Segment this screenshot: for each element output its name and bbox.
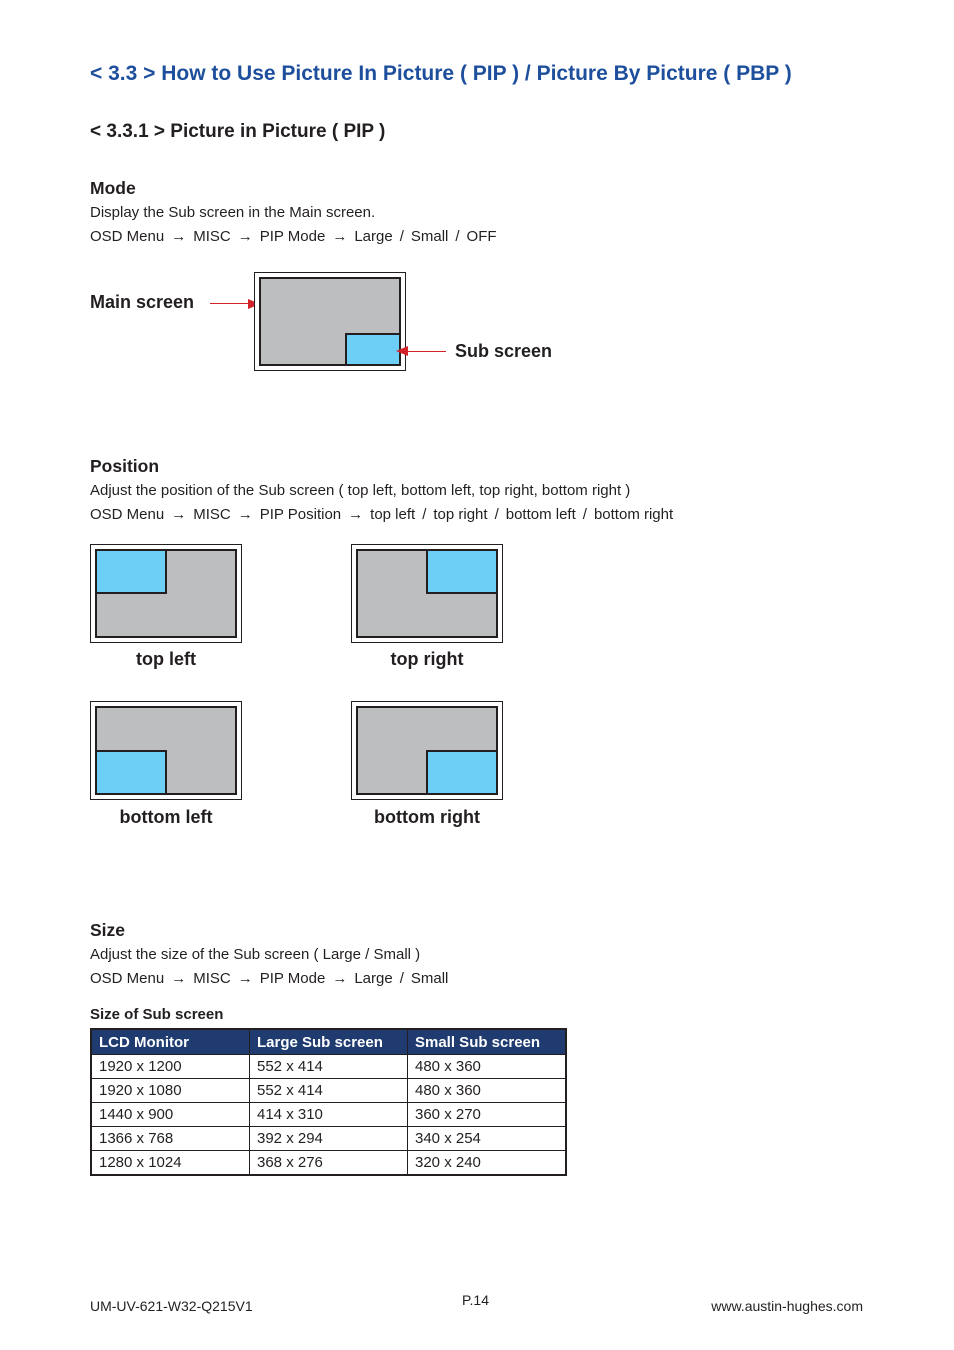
table-cell: 368 x 276	[250, 1151, 408, 1176]
table-row	[91, 1079, 566, 1103]
sub-screen	[426, 750, 498, 795]
position-bottom-right-label: bottom right	[374, 807, 480, 827]
table-cell: 1920 x 1080	[91, 1079, 250, 1103]
sub-screen	[95, 750, 167, 795]
table-cell: 1440 x 900	[91, 1103, 250, 1127]
position-top-right-diagram	[351, 544, 503, 643]
position-menu-path: OSD Menu → MISC → PIP Position → top left / top right / bottom left / bottom right	[90, 506, 674, 523]
mode-description: Display the Sub screen in the Main screen.	[90, 204, 376, 221]
mode-title: Mode	[90, 178, 136, 198]
table-cell: 552 x 414	[250, 1079, 408, 1103]
main-screen	[95, 549, 237, 638]
table-cell: 320 x 240	[408, 1151, 567, 1176]
main-screen	[259, 277, 401, 366]
size-menu-path: OSD Menu → MISC → PIP Mode → Large / Small	[90, 970, 449, 987]
main-screen-label: Main screen	[90, 292, 195, 312]
table-header-row	[91, 1029, 566, 1055]
footer-doc-code: UM-UV-621-W32-Q215V1	[90, 1298, 253, 1314]
table-cell: 414 x 310	[250, 1103, 408, 1127]
table-cell: 1366 x 768	[91, 1127, 250, 1151]
table-caption: Size of Sub screen	[90, 1006, 224, 1023]
position-bottom-left-diagram	[90, 701, 242, 800]
table-row	[91, 1055, 566, 1079]
position-top-right-label: top right	[390, 649, 464, 669]
sub-screen	[426, 549, 498, 594]
sub-screen-label: Sub screen	[455, 341, 553, 361]
main-screen-arrow	[210, 303, 252, 304]
position-bottom-right-diagram	[351, 701, 503, 800]
table-cell: 480 x 360	[408, 1079, 567, 1103]
sub-screen	[345, 333, 401, 366]
column-header: Small Sub screen	[408, 1029, 567, 1055]
footer-website: www.austin-hughes.com	[711, 1298, 863, 1314]
sub-screen-size-table	[90, 1028, 567, 1176]
main-screen	[95, 706, 237, 795]
size-title: Size	[90, 920, 126, 940]
pip-mode-diagram	[254, 272, 406, 371]
position-title: Position	[90, 456, 160, 476]
column-header: Large Sub screen	[250, 1029, 408, 1055]
main-screen	[356, 549, 498, 638]
table-cell: 340 x 254	[408, 1127, 567, 1151]
mode-menu-path: OSD Menu → MISC → PIP Mode → Large / Small / OFF	[90, 228, 497, 245]
size-description: Adjust the size of the Sub screen ( Large / Small )	[90, 946, 421, 963]
subsection-heading: < 3.3.1 > Picture in Picture ( PIP )	[90, 121, 386, 142]
table-cell: 1280 x 1024	[91, 1151, 250, 1176]
section-heading: < 3.3 > How to Use Picture In Picture ( PIP ) / Picture By Picture ( PBP )	[90, 62, 792, 85]
table-cell: 392 x 294	[250, 1127, 408, 1151]
main-screen	[356, 706, 498, 795]
position-top-left-diagram	[90, 544, 242, 643]
footer-page-number: P.14	[462, 1292, 489, 1308]
position-description: Adjust the position of the Sub screen ( top left, bottom left, top right, bottom right )	[90, 482, 631, 499]
table-row	[91, 1127, 566, 1151]
sub-screen	[95, 549, 167, 594]
table-row	[91, 1151, 566, 1176]
column-header: LCD Monitor	[91, 1029, 250, 1055]
sub-screen-arrow	[406, 351, 446, 352]
table-cell: 360 x 270	[408, 1103, 567, 1127]
position-bottom-left-label: bottom left	[119, 807, 213, 827]
table-cell: 1920 x 1200	[91, 1055, 250, 1079]
table-cell: 480 x 360	[408, 1055, 567, 1079]
table-row	[91, 1103, 566, 1127]
table-cell: 552 x 414	[250, 1055, 408, 1079]
position-top-left-label: top left	[136, 649, 196, 669]
